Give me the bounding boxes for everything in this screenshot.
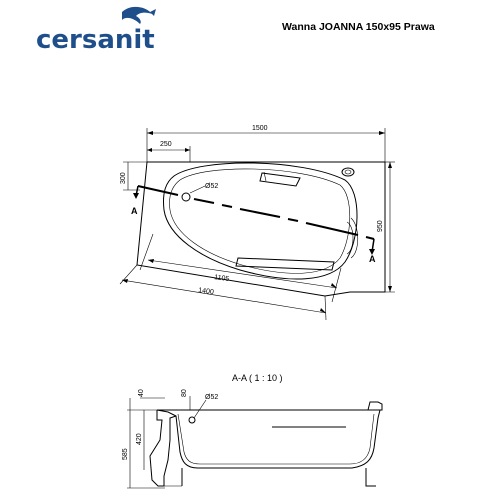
section-drain-label: Ø52 [205,394,219,401]
brand-name: cersanit [36,25,155,55]
dim-height: 950 [377,220,384,232]
section-view [122,373,382,488]
tub-support-leg [150,410,176,486]
dolphin-icon [122,7,156,24]
dim-offset: 250 [160,141,172,148]
top-view [120,125,395,320]
section-mark-left: A [131,206,138,216]
dim-width: 1500 [252,125,268,132]
drain-label: Ø52 [205,183,219,190]
headrest [260,173,300,186]
brand-logo [36,7,156,55]
section-mark-right: A [369,254,376,264]
dim-rim: 40 [138,389,145,397]
dim-total-height: 585 [122,448,129,460]
faucet-mount [342,168,354,176]
tub-section-shell [157,402,382,468]
dim-inner-diagonal: 1105 [213,274,230,284]
dim-outer-diagonal: 1400 [197,287,215,297]
page-title: Wanna JOANNA 150x95 Prawa [282,21,435,33]
dim-depth: 420 [136,433,143,445]
section-title: A-A ( 1 : 10 ) [232,373,283,383]
dim-drain-height: 80 [181,389,188,397]
seat-step [236,258,334,270]
drain-hole [182,193,190,201]
dim-left-height: 300 [120,172,127,184]
